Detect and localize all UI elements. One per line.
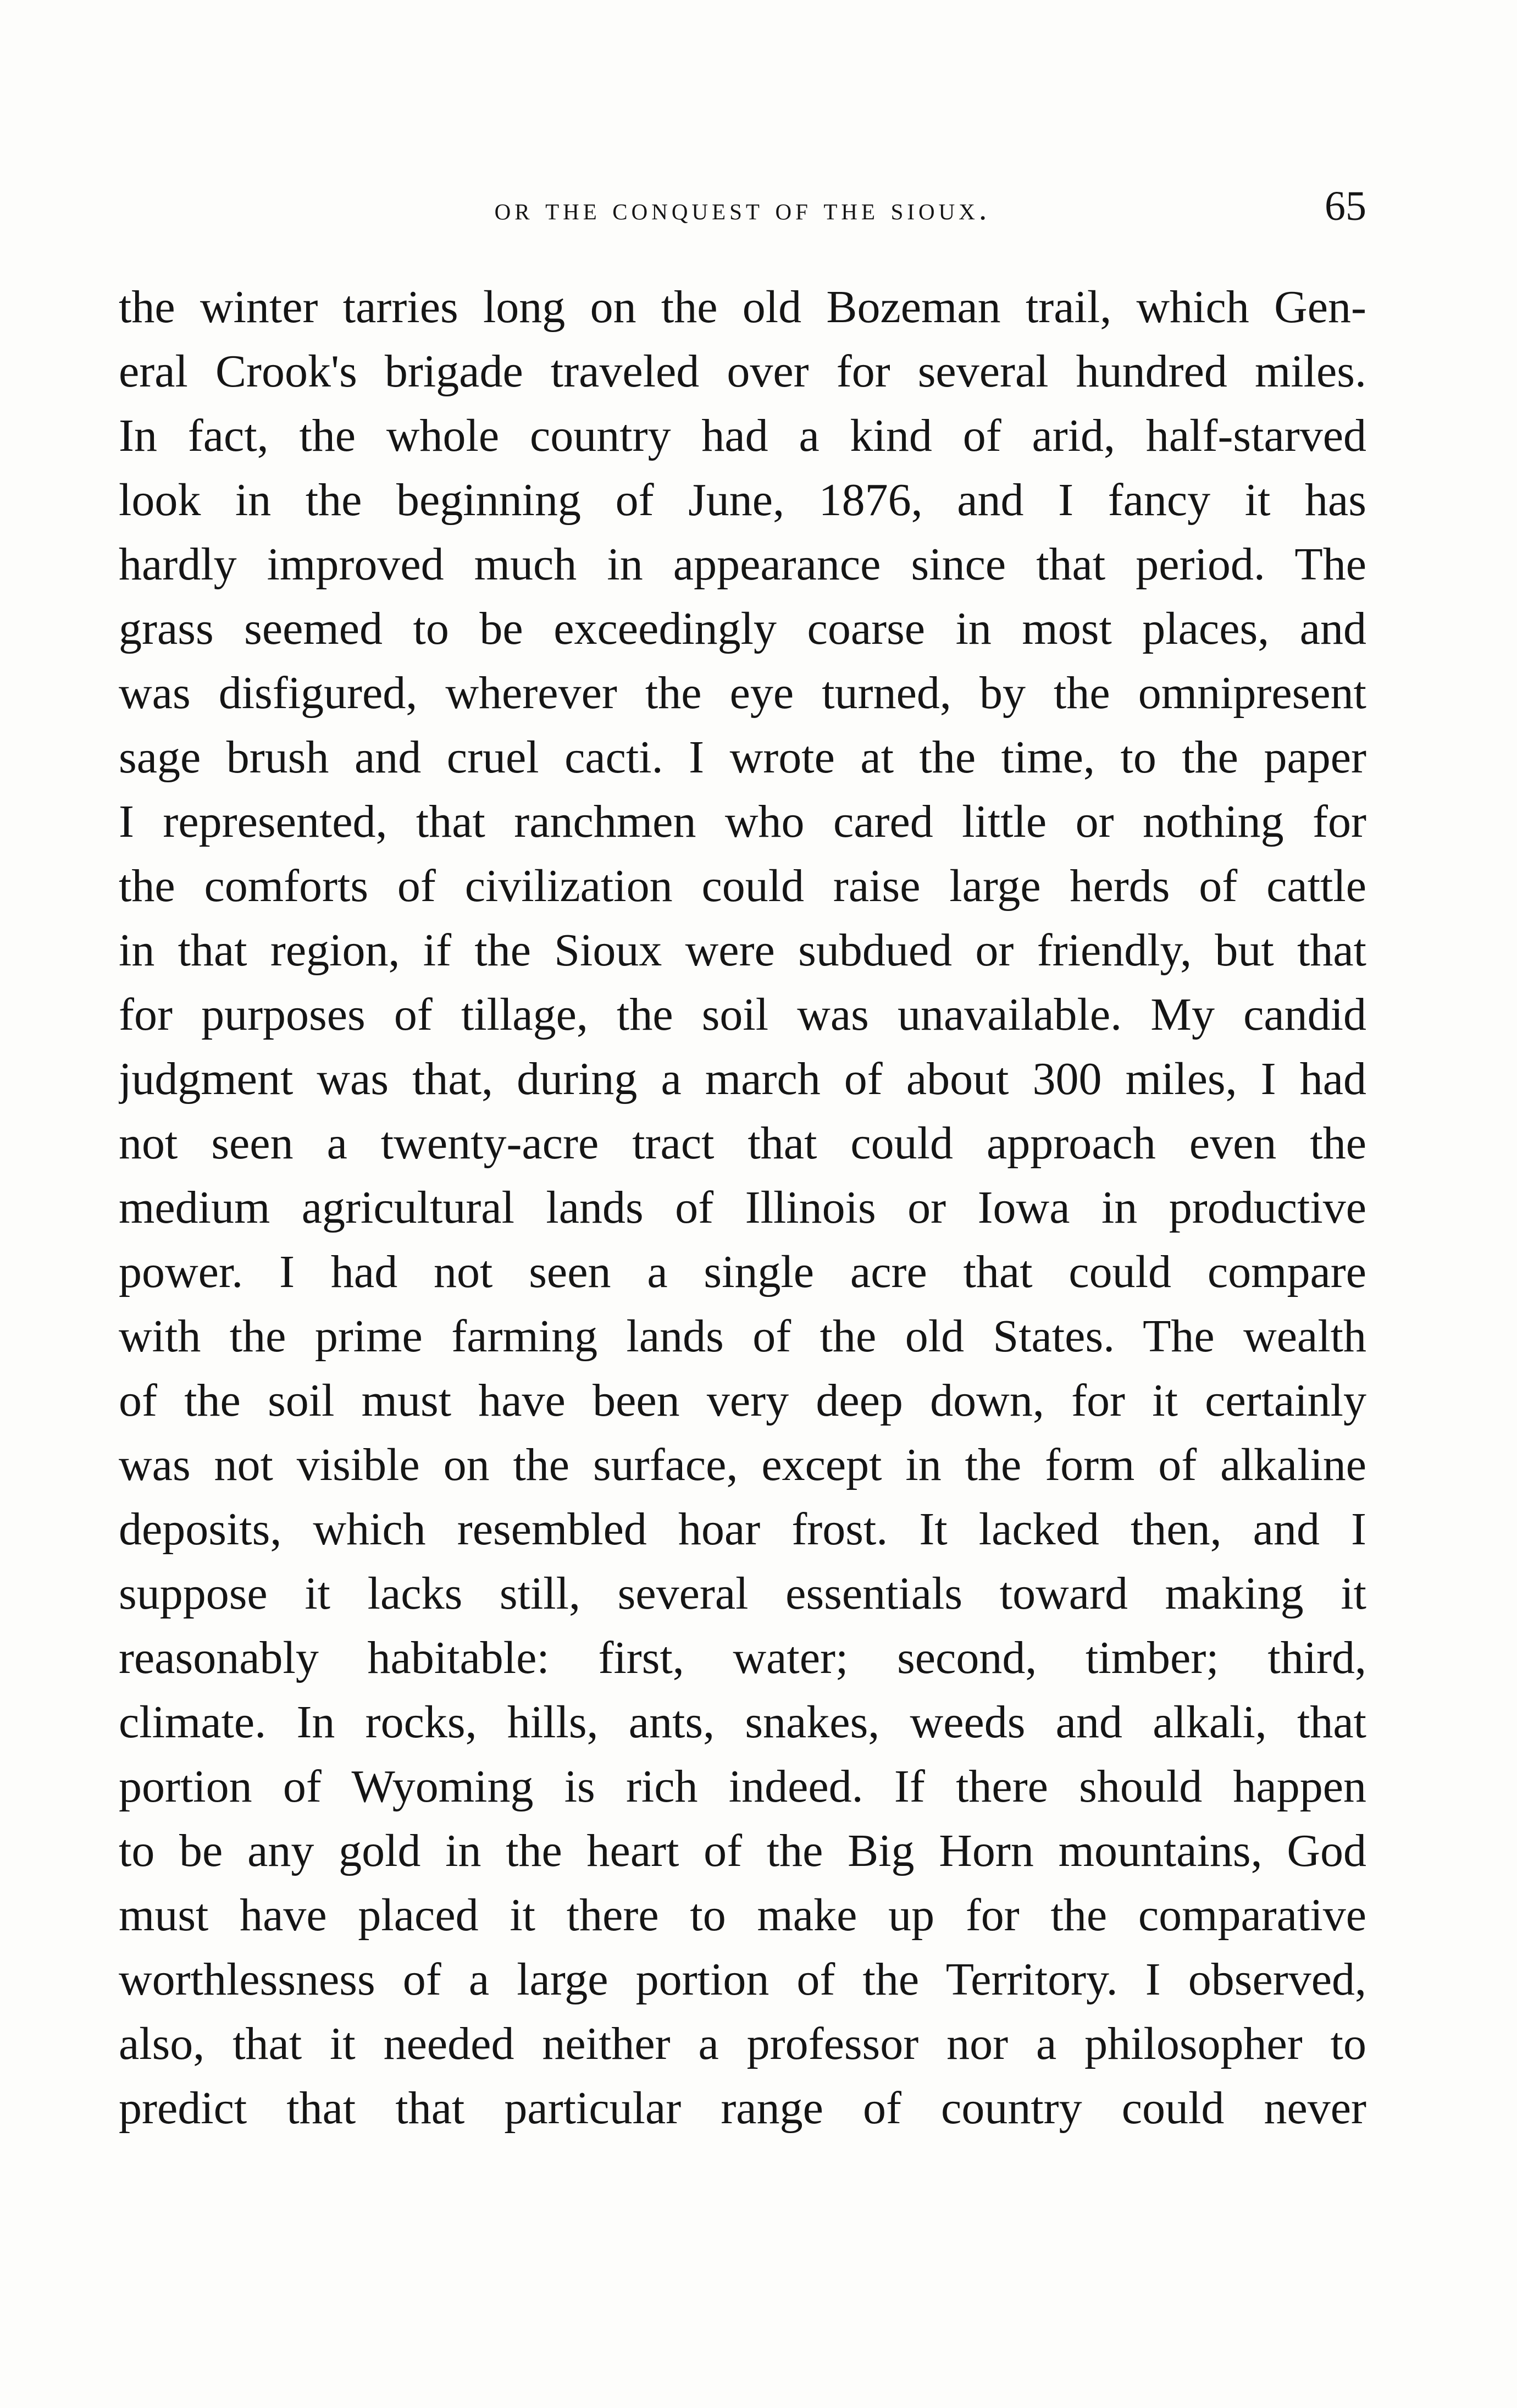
text-line: reasonably habitable: first, water; second, timber; third, [119, 1632, 1366, 1683]
text-line: look in the beginning of June, 1876, and I fancy it has [119, 474, 1366, 526]
text-line: judgment was that, during a march of about 300 miles, I had [119, 1053, 1366, 1104]
text-line: predict that that particular range of country could never [119, 2083, 1366, 2134]
text-line: climate. In rocks, hills, ants, snakes, weeds and alkali, that [119, 1697, 1366, 1748]
text-line: I represented, that ranchmen who cared little or nothing for [119, 796, 1366, 847]
text-line: grass seemed to be exceedingly coarse in most places, and [119, 603, 1366, 654]
text-line: medium agricultural lands of Illinois or Iowa in productive [119, 1182, 1366, 1233]
text-line: In fact, the whole country had a kind of arid, half-starved [119, 410, 1366, 461]
text-line: was disfigured, wherever the eye turned, by the omnipresent [119, 667, 1366, 719]
text-line: for purposes of tillage, the soil was unavailable. My candid [119, 989, 1366, 1040]
text-line: must have placed it there to make up for the comparative [119, 1890, 1366, 1941]
text-line: worthlessness of a large portion of the Territory. I observed, [119, 1954, 1366, 2005]
text-line: the comforts of civilization could raise large herds of cattle [119, 860, 1366, 912]
running-head [119, 183, 1366, 235]
text-line: also, that it needed neither a professor nor a philosopher to [119, 2018, 1366, 2069]
text-line: suppose it lacks still, several essentials toward making it [119, 1568, 1366, 1619]
text-line: power. I had not seen a single acre that could compare [119, 1246, 1366, 1297]
running-title: or the conquest of the sioux. [494, 191, 991, 227]
body-text [119, 275, 1366, 2140]
text-line: hardly improved much in appearance since that period. The [119, 539, 1366, 590]
text-line: not seen a twenty-acre tract that could approach even the [119, 1118, 1366, 1169]
page-number: 65 [1325, 183, 1366, 229]
text-line: in that region, if the Sioux were subdued or friendly, but that [119, 925, 1366, 976]
text-line: to be any gold in the heart of the Big Horn mountains, God [119, 1825, 1366, 1876]
text-line: portion of Wyoming is rich indeed. If there should happen [119, 1761, 1366, 1812]
text-line: was not visible on the surface, except in the form of alkaline [119, 1439, 1366, 1490]
text-line: eral Crook's brigade traveled over for several hundred miles. [119, 346, 1366, 397]
text-line: the winter tarries long on the old Bozeman trail, which Gen- [119, 281, 1366, 333]
text-line: with the prime farming lands of the old States. The wealth [119, 1311, 1366, 1362]
text-line: deposits, which resembled hoar frost. It lacked then, and I [119, 1504, 1366, 1555]
text-line: of the soil must have been very deep down, for it certainly [119, 1375, 1366, 1426]
text-line: sage brush and cruel cacti. I wrote at the time, to the paper [119, 732, 1366, 783]
